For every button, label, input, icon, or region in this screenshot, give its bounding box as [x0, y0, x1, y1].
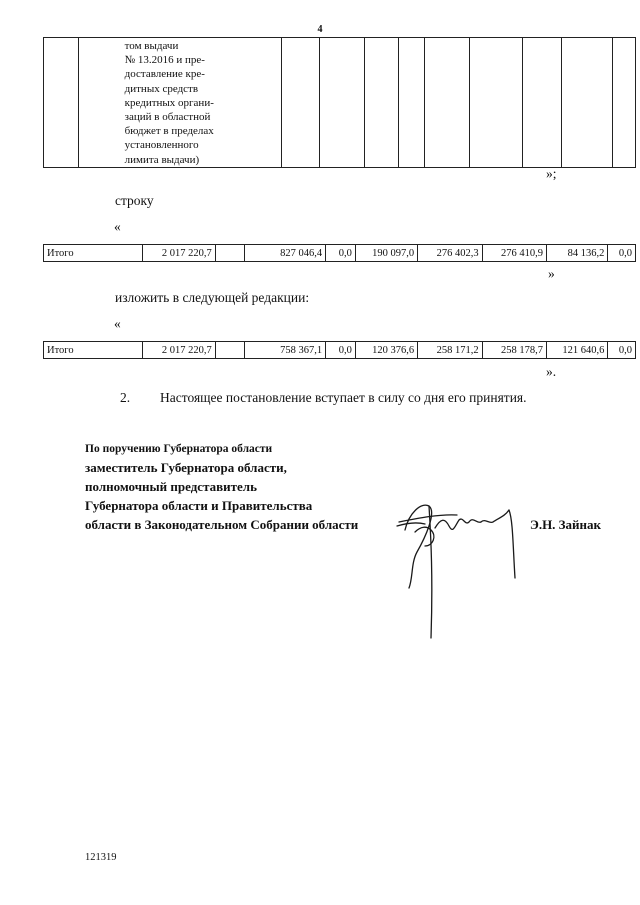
table-cell-empty [522, 38, 561, 168]
cell-line: установленного [124, 139, 199, 152]
total-row-new [43, 341, 636, 359]
table-cell-empty [612, 38, 635, 168]
table-cell-empty [399, 38, 425, 168]
document-code: 121319 [85, 852, 117, 863]
row-cell: 0,0 [326, 342, 356, 359]
row-cell: 2 017 220,7 [143, 342, 216, 359]
opening-quote: « [114, 316, 121, 331]
row-cell: 258 171,2 [418, 342, 482, 359]
signature-line: заместитель Губернатора области, [85, 460, 287, 475]
signature-line: области в Законодательном Собрании области [85, 517, 359, 532]
table-cell-empty [320, 38, 365, 168]
row-cell: 84 136,2 [546, 245, 607, 262]
signature-title [85, 458, 358, 534]
row-cell: 276 402,3 [418, 245, 482, 262]
total-row-old [43, 244, 636, 262]
closing-quote: »; [546, 166, 557, 181]
table-cell-description [78, 38, 282, 168]
closing-quote: ». [546, 364, 557, 379]
opening-quote: « [114, 219, 121, 234]
page-number: 4 [317, 24, 323, 35]
signature-line: Губернатора области и Правительства [85, 498, 313, 513]
paragraph-number: 2. [120, 390, 131, 405]
row-cell: 2 017 220,7 [143, 245, 216, 262]
row-cell: 827 046,4 [245, 245, 326, 262]
table-cell-empty [282, 38, 320, 168]
table-cell-empty [470, 38, 523, 168]
closing-quote: » [548, 266, 555, 281]
row-cell: 758 367,1 [245, 342, 326, 359]
table-cell-empty [364, 38, 399, 168]
signature-preamble: По поручению Губернатора области [85, 443, 273, 455]
table-cell-empty [44, 38, 79, 168]
signature-line: полномочный представитель [85, 479, 257, 494]
cell-line: дитных средств [124, 82, 199, 95]
cell-line: заций в областной [124, 111, 211, 124]
row-cell: 276 410,9 [482, 245, 546, 262]
text-replace: изложить в следующей редакции: [115, 290, 310, 305]
table-fragment [43, 37, 636, 168]
row-cell: 0,0 [608, 342, 636, 359]
row-cell [215, 342, 245, 359]
row-cell: 258 178,7 [482, 342, 546, 359]
row-label: Итого [44, 342, 143, 359]
signatory-name: Э.Н. Зайнак [530, 517, 602, 532]
row-label: Итого [44, 245, 143, 262]
row-cell: 190 097,0 [355, 245, 417, 262]
table-cell-empty [424, 38, 469, 168]
cell-line: кредитных органи- [124, 96, 214, 109]
cell-line: бюджет в пределах [124, 125, 214, 138]
cell-line: доставление кре- [124, 68, 205, 81]
text-stroku: строку [115, 193, 154, 208]
table-cell-empty [561, 38, 612, 168]
row-cell: 121 640,6 [546, 342, 607, 359]
cell-line: том выдачи [124, 40, 179, 52]
row-cell: 0,0 [326, 245, 356, 262]
handwritten-signature [395, 478, 535, 648]
row-cell: 120 376,6 [355, 342, 417, 359]
cell-line: лимита выдачи) [124, 153, 200, 166]
row-cell [215, 245, 245, 262]
cell-line: № 13.2016 и пре- [124, 54, 205, 67]
row-cell: 0,0 [608, 245, 636, 262]
paragraph-text: Настоящее постановление вступает в силу со дня его принятия. [160, 390, 527, 405]
